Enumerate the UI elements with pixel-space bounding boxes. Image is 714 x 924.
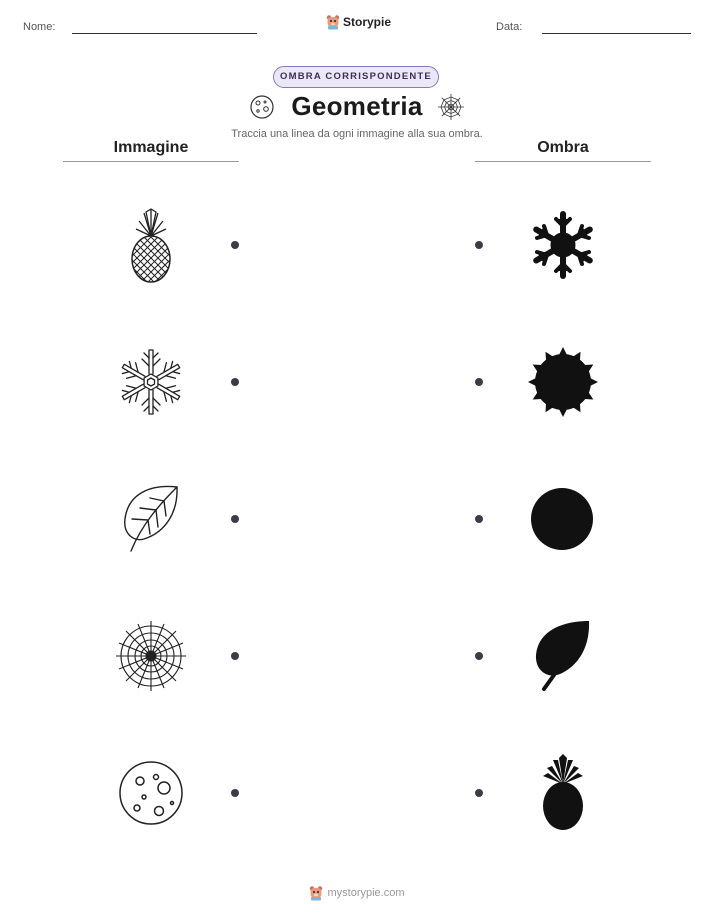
date-line[interactable] (542, 33, 691, 34)
left-dot-3[interactable] (231, 515, 239, 523)
right-dot-3[interactable] (475, 515, 483, 523)
name-label: Nome: (23, 21, 56, 33)
spiderweb-icon (114, 619, 188, 693)
page-title: Geometria (291, 91, 423, 121)
sun-shadow-icon (527, 346, 599, 418)
storypie-bear-icon (309, 885, 323, 901)
left-dot-1[interactable] (231, 241, 239, 249)
leaf-icon (120, 484, 182, 554)
storypie-bear-icon (326, 14, 340, 30)
column-header-image: Immagine (113, 139, 189, 156)
column-rule-right (475, 161, 651, 162)
column-rule-left (63, 161, 239, 162)
instructions: Traccia una linea da ogni immagine alla sua ombra. (231, 128, 483, 140)
right-dot-4[interactable] (475, 652, 483, 660)
activity-badge: OMBRA CORRISPONDENTE (273, 66, 439, 88)
right-dot-2[interactable] (475, 378, 483, 386)
snowflake-icon (118, 346, 184, 418)
date-label: Data: (496, 21, 523, 33)
brand-name: Storypie (343, 15, 392, 29)
right-dot-5[interactable] (475, 789, 483, 797)
footer (0, 885, 714, 901)
snowflake-shadow-icon (529, 211, 597, 279)
spiderweb-icon (437, 93, 465, 121)
pineapple-shadow-icon (539, 754, 587, 832)
left-dot-5[interactable] (231, 789, 239, 797)
footer-url[interactable]: mystorypie.com (327, 887, 405, 899)
column-header-shadow: Ombra (537, 139, 589, 156)
left-dot-2[interactable] (231, 378, 239, 386)
brand-logo (326, 14, 391, 30)
name-line[interactable] (72, 33, 257, 34)
right-dot-1[interactable] (475, 241, 483, 249)
moon-icon (118, 760, 184, 826)
leaf-shadow-icon (532, 619, 592, 691)
circle-shadow-icon (530, 487, 594, 551)
left-dot-4[interactable] (231, 652, 239, 660)
pineapple-icon (126, 207, 176, 283)
